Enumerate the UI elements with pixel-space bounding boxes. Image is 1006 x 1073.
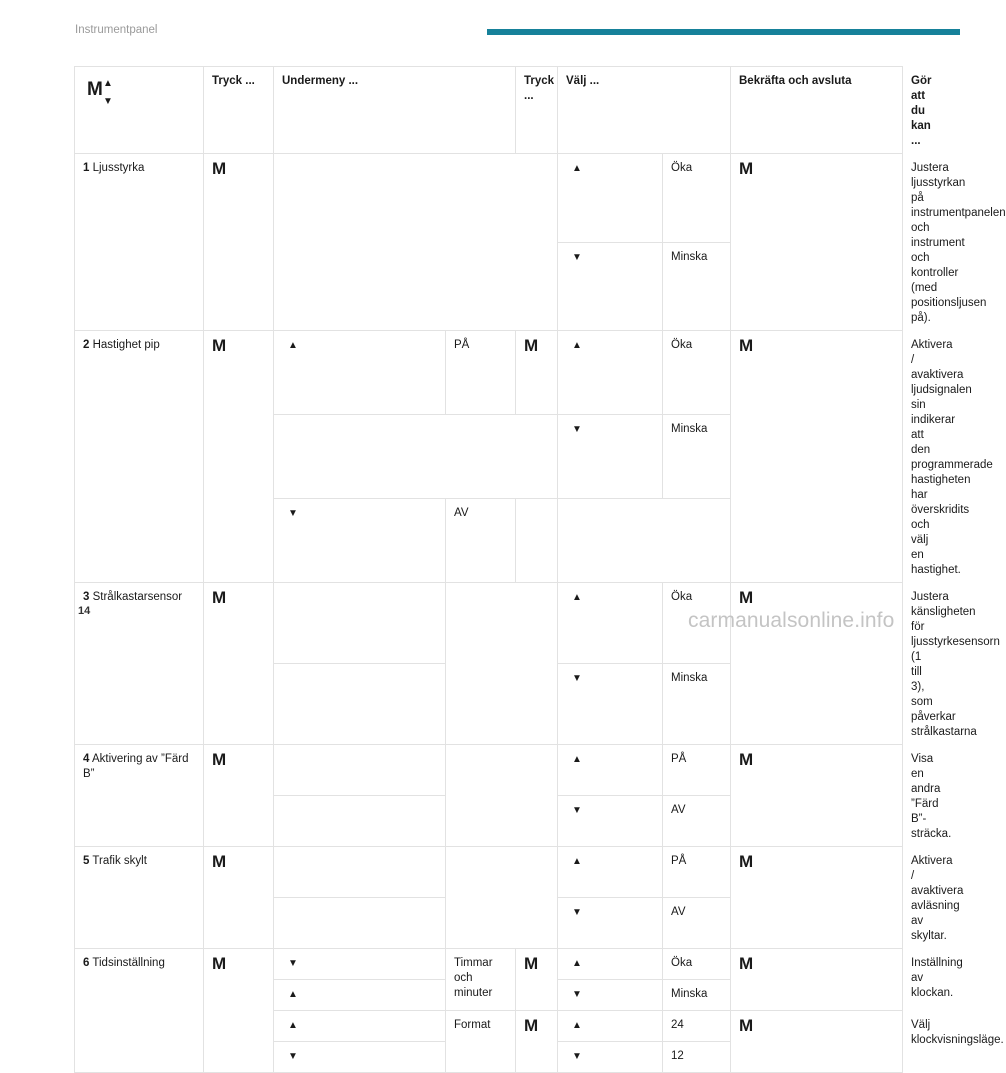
arrow-down-icon: ▼ (274, 949, 446, 980)
m-button-icon: M (731, 583, 903, 745)
empty-cell (516, 499, 558, 583)
col-header-press-2: Tryck ... (516, 67, 558, 154)
row-label-brightness: 1 Ljusstyrka (75, 154, 204, 331)
option-increase: Öka (663, 154, 731, 243)
m-button-icon: M (731, 745, 903, 847)
empty-cell (274, 415, 558, 499)
arrow-up-icon: ▲ (558, 949, 663, 980)
empty-cell (274, 745, 446, 796)
col-header-select: Välj ... (558, 67, 731, 154)
col-header-confirm: Bekräfta och avsluta (731, 67, 903, 154)
arrow-down-icon: ▼ (558, 415, 663, 499)
table-row: 3 Strålkastarsensor M ▲ Öka M Justera känsligheten för ljusstyrkesensorn (1 till 3), som påverkar strålkastarna (75, 583, 903, 664)
m-button-icon: M (731, 949, 903, 1011)
empty-cell (446, 847, 558, 949)
empty-cell (274, 847, 446, 898)
option-decrease: Minska (663, 242, 731, 331)
header-accent-bar (487, 29, 960, 35)
arrow-down-icon: ▼ (274, 499, 446, 583)
arrow-up-icon: ▲ (558, 154, 663, 243)
option-off: AV (663, 898, 731, 949)
page-header-title: Instrumentpanel (75, 24, 158, 36)
table-row: 6 Tidsinställning M ▼ Timmar och minuter M ▲ Öka M Inställning av klockan. (75, 949, 903, 980)
option-decrease: Minska (663, 664, 731, 745)
empty-cell (274, 796, 446, 847)
arrow-up-icon: ▲ (558, 847, 663, 898)
menu-button-header (75, 67, 204, 154)
empty-cell (558, 499, 731, 583)
table-header-row: M ▲ ▼ Tryck ... Undermeny ... Tryck ... Välj ... Bekräfta och avsluta Gör att du kan ... (75, 67, 903, 154)
arrow-up-icon: ▲ (558, 583, 663, 664)
m-button-icon: M (204, 745, 274, 847)
col-header-press: Tryck ... (204, 67, 274, 154)
table-row: ▲ Format M ▲ 24 M Välj klockvisningsläge. (75, 1011, 903, 1042)
row-label-time-setting: 6 Tidsinställning (75, 949, 204, 1073)
watermark: carmanualsonline.info (688, 609, 895, 632)
arrow-up-icon: ▲ (274, 980, 446, 1011)
option-decrease: Minska (663, 415, 731, 499)
submenu-on: PÅ (446, 331, 516, 415)
empty-cell (446, 745, 558, 847)
m-button-icon: M (731, 1011, 903, 1073)
row-label-speed-beep: 2 Hastighet pip (75, 331, 204, 583)
m-button-icon: M (516, 949, 558, 1011)
arrow-up-icon: ▲ (274, 1011, 446, 1042)
table-row: 1 Ljusstyrka M ▲ Öka M Justera ljusstyrkan på instrumentpanelen och instrument och kontroller (med positionsljusen på). (75, 154, 903, 243)
submenu-hours-minutes: Timmar och minuter (446, 949, 516, 1011)
m-button-icon: M (204, 583, 274, 745)
arrow-up-icon: ▲ (558, 331, 663, 415)
arrow-up-icon: ▲ (558, 745, 663, 796)
arrow-up-icon: ▲ (274, 331, 446, 415)
col-header-submenu: Undermeny ... (274, 67, 516, 154)
menu-button-icon: M (87, 79, 103, 100)
m-button-icon: M (204, 331, 274, 583)
page-number: 14 (78, 605, 91, 617)
m-button-icon: M (204, 949, 274, 1073)
option-increase: Öka (663, 583, 731, 664)
settings-table (74, 66, 1006, 1073)
empty-cell (274, 898, 446, 949)
submenu-format: Format (446, 1011, 516, 1073)
m-button-icon: M (516, 331, 558, 415)
empty-cell (274, 664, 446, 745)
empty-cell (274, 583, 446, 664)
option-off: AV (663, 796, 731, 847)
arrow-down-icon: ▼ (274, 1042, 446, 1073)
arrow-up-icon: ▲ (103, 78, 113, 89)
m-button-icon: M (204, 847, 274, 949)
option-decrease: Minska (663, 980, 731, 1011)
row-label-headlamp-sensor: 3 Strålkastarsensor (75, 583, 204, 745)
option-24h: 24 (663, 1011, 731, 1042)
arrow-down-icon: ▼ (558, 1042, 663, 1073)
arrow-down-icon: ▼ (558, 980, 663, 1011)
arrow-down-icon: ▼ (558, 796, 663, 847)
arrow-down-icon: ▼ (558, 664, 663, 745)
m-button-icon: M (731, 154, 903, 331)
option-on: PÅ (663, 847, 731, 898)
option-12h: 12 (663, 1042, 731, 1073)
arrow-down-icon: ▼ (558, 898, 663, 949)
option-on: PÅ (663, 745, 731, 796)
m-button-icon: M (204, 154, 274, 331)
arrow-down-icon: ▼ (103, 96, 113, 107)
arrow-up-icon: ▲ (558, 1011, 663, 1042)
option-increase: Öka (663, 949, 731, 980)
empty-cell (446, 583, 558, 745)
empty-cell (274, 154, 558, 331)
table-row: 5 Trafik skylt M ▲ PÅ M Aktivera / avaktivera avläsning av skyltar. (75, 847, 903, 898)
arrow-down-icon: ▼ (558, 242, 663, 331)
row-label-trip-b: 4 Aktivering av ”Färd B” (75, 745, 204, 847)
m-button-icon: M (516, 1011, 558, 1073)
submenu-off: AV (446, 499, 516, 583)
row-label-traffic-sign: 5 Trafik skylt (75, 847, 204, 949)
m-button-icon: M (731, 331, 903, 583)
option-increase: Öka (663, 331, 731, 415)
table-row: 4 Aktivering av ”Färd B” M ▲ PÅ M Visa en andra ”Färd B”-sträcka. (75, 745, 903, 796)
table-row: 2 Hastighet pip M ▲ PÅ M ▲ Öka M Aktivera / avaktivera ljudsignalen sin indikerar att den programmerade hastigheten har överskridits och välj en hastighet. (75, 331, 903, 415)
m-button-icon: M (731, 847, 903, 949)
